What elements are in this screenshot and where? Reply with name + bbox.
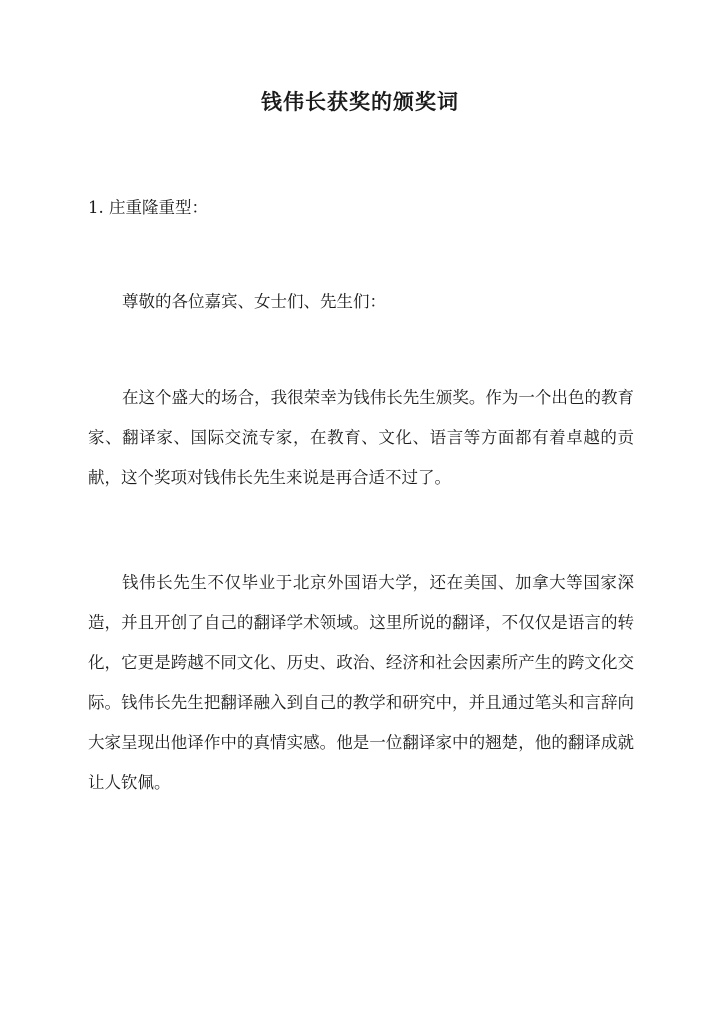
paragraph-1: 在这个盛大的场合，我很荣幸为钱伟长先生颁奖。作为一个出色的教育家、翻译家、国际交流专家，在教育、文化、语言等方面都有着卓越的贡献，这个奖项对钱伟长先生来说是再合适不过了。 (88, 388, 634, 487)
section-heading: 1. 庄重隆重型： (88, 198, 208, 217)
salutation: 尊敬的各位嘉宾、女士们、先生们： (122, 292, 386, 311)
paragraph-2: 钱伟长先生不仅毕业于北京外国语大学，还在美国、加拿大等国家深造，并且开创了自己的翻译学术领域。这里所说的翻译，不仅仅是语言的转化，它更是跨越不同文化、历史、政治、经济和社会因素所产生的跨文化交际。钱伟长先生把翻译融入到自己的教学和研究中，并且通过笔头和言辞向大家呈现出他译作中的真情实感。他是一位翻译家中的翘楚，他的翻译成就让人钦佩。 (88, 573, 634, 792)
document-title: 钱伟长获奖的颁奖词 (261, 89, 459, 114)
